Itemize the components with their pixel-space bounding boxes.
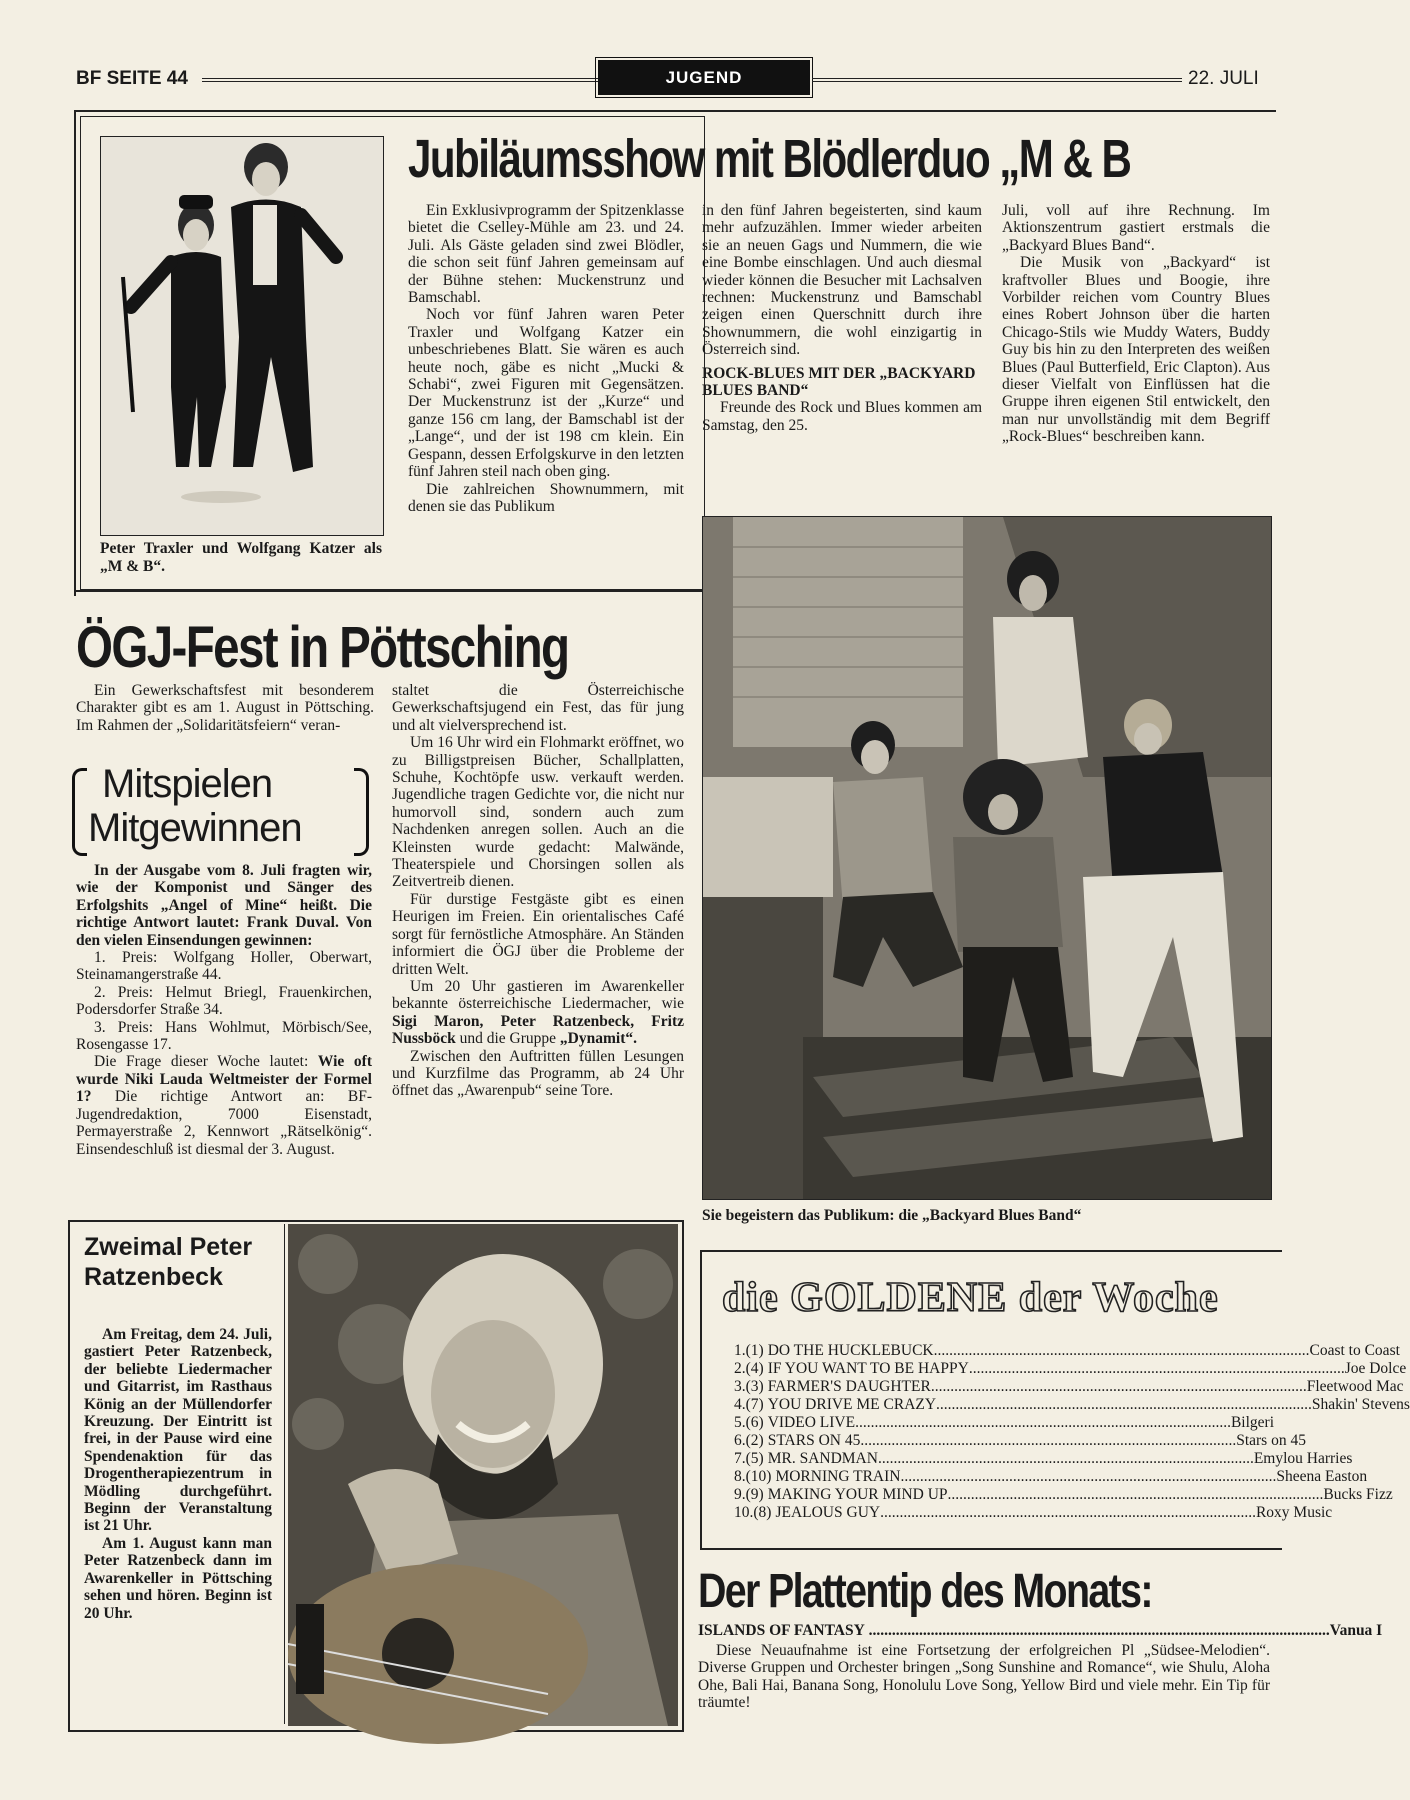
chart-previous-position: (5) (745, 1450, 764, 1467)
story2-paragraph: Um 16 Uhr wird ein Flohmarkt eröffnet, wo zu Billigstpreisen Bücher, Schallplatten, Schuhe, Kochtöpfe usw. verkauft werden. Jugendliche tragen Gedichte vor, die nicht nur humorvoll sind, sondern auch zum Nachdenken anregen sollen. Auch an die Kleinsten wurde gedacht: Malwände, Theaterspiele und Chorsingen sollen als Zeitvertreib dienen. (392, 734, 684, 891)
chart-title: IF YOU WANT TO BE HAPPY (767, 1360, 969, 1377)
chart-artist: Roxy Music (1255, 1504, 1333, 1521)
chart-entry (734, 1432, 1306, 1450)
story1-paragraph: Die Musik von „Backyard“ ist kraftvoller Blues und Boogie, ihre Vorbilder reichen vom Country Blues eines Robert Johnson über die harten Chicago-Stils wie Muddy Waters, Buddy Guy bis hin zu den Interpreten des weißen Blues (Paul Butterfield, Eric Clapton). Aus dieser Vielfalt von Einflüssen hat die Gruppe ihren eigenen Stil entwickelt, den man nur unvollständig mit dem Begriff „Rock-Blues“ beschreiben kann. (1002, 254, 1270, 446)
question-bold: Wie oft wurde Niki Lauda Weltmeister der Formel 1? (76, 1053, 372, 1106)
story3-paragraph: Am 1. August kann man Peter Ratzenbeck dann im Awarenkeller in Pöttsching sehen und hören. Beginn ist 20 Uhr. (84, 1534, 272, 1622)
chart-artist: Joe Dolce (1344, 1360, 1407, 1377)
chart-entry (734, 1360, 1407, 1378)
chart-position: 4. (734, 1396, 746, 1413)
story2-paragraph: Ein Gewerkschaftsfest mit besonderem Charakter gibt es am 1. August in Pöttsching. Im Rahmen der „Solidaritätsfeiern“ veran- (76, 682, 374, 734)
chart-previous-position: (8) (753, 1504, 772, 1521)
plattentip-album: ISLANDS OF FANTASY (698, 1622, 865, 1639)
leader-dots: ................................................................................................. (900, 1468, 1277, 1485)
question-post: Die richtige Antwort an: BF-Jugendredaktion, 7000 Eisenstadt, Permayerstraße 2, Kennwort „Rätselkönig“. Einsendeschluß ist diesmal der 3. August. (76, 1088, 372, 1158)
page-number: BF SEITE 44 (76, 68, 188, 89)
chart-title: MR. SANDMAN (767, 1450, 878, 1467)
chart-position: 5. (734, 1414, 746, 1431)
leader-dots: ................................................................................................. (947, 1486, 1324, 1503)
chart-artist: Bucks Fizz (1323, 1486, 1393, 1503)
headline-plattentip: Der Plattentip des Monats: (698, 1565, 1152, 1618)
chart-entry (734, 1504, 1333, 1522)
charts-list (734, 1342, 1410, 1522)
story1-paragraph: Juli, voll auf ihre Rechnung. Im Aktionszentrum gastiert erstmals die „Backyard Blues Band“. (1002, 202, 1270, 254)
logo-line-1: Mitspielen (102, 762, 273, 806)
chart-previous-position: (3) (745, 1378, 764, 1395)
leader-dots: ................................................................................................. (860, 1432, 1237, 1449)
logo-line-2: Mitgewinnen (88, 806, 302, 850)
plattentip-body (698, 1642, 1270, 1712)
chart-previous-position: (9) (745, 1486, 764, 1503)
headline-jubilaeumsshow: Jubiläumsshow mit Blödlerduo „M & B (408, 129, 1131, 189)
chart-position: 8. (734, 1468, 746, 1485)
story1-paragraph: Noch vor fünf Jahren waren Peter Traxler und Wolfgang Katzer ein unbeschriebenes Blatt. Sie wären es auch heute noch, gäbe es nicht „Mucki & Schabi“, zwei Figuren mit Gegensätzen. Der Muckenstrunz ist der „Kurze“ und ganze 156 cm lang, der Bamschabl ist der „Lange“, und der ist 198 cm klein. Ein Gespann, dessen Erfolgskurve in den letzten fünf Jahren steil nach oben ging. (408, 306, 684, 481)
contest-lead: In der Ausgabe vom 8. Juli fragten wir, wie der Komponist und Sänger des Erfolgshits „Angel of Mine“ heißt. Die richtige Antwort lautet: Frank Duval. Von den vielen Einsendungen gewinnen: (76, 862, 372, 949)
contest-prize: 2. Preis: Helmut Briegl, Frauenkirchen, Podersdorfer Straße 34. (76, 983, 372, 1019)
chart-artist: Sheena Easton (1276, 1468, 1368, 1485)
chart-artist: Coast to Coast (1309, 1342, 1400, 1359)
story1-column-3 (1002, 202, 1270, 446)
chart-entry (734, 1450, 1353, 1468)
story2-paragraph: staltet die Österreichische Gewerkschaftsjugend ein Fest, das für jung und alt vielversprechend ist. (392, 682, 684, 734)
subhead-rock-blues: ROCK-BLUES MIT DER „BACKYARD BLUES BAND“ (702, 364, 976, 400)
chart-previous-position: (4) (745, 1360, 764, 1377)
chart-position: 10. (734, 1504, 754, 1521)
story1-paragraph: Die zahlreichen Shownummern, mit denen sie das Publikum (408, 480, 684, 515)
leader-dots: ................................................................................................. (936, 1396, 1312, 1413)
caption-m-und-b: Peter Traxler und Wolfgang Katzer als „M & B“. (100, 540, 382, 575)
leader-dots: ....................................................................................................................... (864, 1622, 1330, 1639)
chart-title: YOU DRIVE ME CRAZY (767, 1396, 937, 1413)
chart-title: DO THE HUCKLEBUCK (767, 1342, 934, 1359)
chart-title: MAKING YOUR MIND UP (767, 1486, 948, 1503)
chart-title: JEALOUS GUY (775, 1504, 881, 1521)
section-label (598, 60, 810, 95)
leader-dots: ................................................................................................. (968, 1360, 1345, 1377)
story1-bottom-rule (74, 590, 704, 592)
logo-bracket-left (72, 768, 87, 856)
chart-title: MORNING TRAIN (775, 1468, 901, 1485)
header-rule-right (812, 78, 1182, 82)
plattentip-paragraph: Diese Neuaufnahme ist eine Fortsetzung der erfolgreichen Pl „Südsee-Melodien“. Diverse Gruppen und Orchester bringen „Song Sunshine and Romance“, wie Shulu, Aloha Ohe, Bali Hai, Banana Song, Honolulu Love Song, Yellow Bird und viele mehr. Ein Tip für träumte! (698, 1642, 1270, 1712)
story3-paragraph: Am Freitag, dem 24. Juli, gastiert Peter Ratzenbeck, der beliebte Liedermacher und Gitarrist, im Rasthaus König an der Müllendorfer Kreuzung. Der Eintritt ist frei, in der Pause wird eine Spendenaktion für das Drogentherapiezentrum in Mödling durchgeführt. Beginn der Veranstaltung ist 21 Uhr. (84, 1326, 272, 1535)
text: Um 20 Uhr gastieren im Awarenkeller bekannte österreichische Liedermacher, wie (392, 977, 684, 1013)
leader-dots: ................................................................................................. (880, 1504, 1256, 1521)
chart-previous-position: (1) (745, 1342, 764, 1359)
chart-position: 9. (734, 1486, 746, 1503)
chart-previous-position: (6) (745, 1414, 764, 1431)
headline-oegj-fest: ÖGJ-Fest in Pöttsching (76, 615, 569, 680)
story2-intro (76, 682, 374, 734)
contest-prize: 3. Preis: Hans Wohlmut, Mörbisch/See, Rosengasse 17. (76, 1018, 372, 1054)
chart-position: 6. (734, 1432, 746, 1449)
bold-band: „Dynamit“. (559, 1030, 637, 1048)
page-date: 22. JULI (1188, 68, 1259, 89)
chart-entry (734, 1342, 1400, 1360)
chart-previous-position: (7) (745, 1396, 764, 1413)
story3-column (84, 1326, 272, 1622)
chart-entry (734, 1414, 1275, 1432)
leader-dots: ................................................................................................. (855, 1414, 1231, 1431)
bold-names: Sigi Maron, Peter Ratzenbeck, Fritz Nussböck (392, 1012, 684, 1048)
charts-title-text: die GOLDENE der Woche (722, 1275, 1219, 1321)
chart-position: 3. (734, 1378, 746, 1395)
story1-column-1 (408, 202, 684, 515)
chart-title: VIDEO LIVE (767, 1414, 856, 1431)
headline-ratzenbeck: Zweimal Peter Ratzenbeck (84, 1233, 253, 1291)
chart-entry (734, 1396, 1410, 1414)
chart-title: STARS ON 45 (767, 1432, 861, 1449)
leader-dots: ................................................................................................. (933, 1342, 1310, 1359)
chart-artist: Emylou Harries (1253, 1450, 1353, 1467)
chart-title: FARMER'S DAUGHTER (767, 1378, 931, 1395)
chart-position: 2. (734, 1360, 746, 1377)
chart-artist: Shakin' Stevens (1311, 1396, 1410, 1413)
contest-prize: 1. Preis: Wolfgang Holler, Oberwart, Steinamangerstraße 44. (76, 949, 372, 984)
logo-bracket-right (354, 768, 369, 856)
story2-paragraph (392, 978, 684, 1048)
chart-entry (734, 1486, 1393, 1504)
chart-entry (734, 1378, 1404, 1396)
leader-dots: ................................................................................................. (877, 1450, 1254, 1467)
header-rule-left (202, 78, 598, 82)
section-label-text: JUGEND (665, 68, 743, 87)
story2-column-2 (392, 682, 684, 1100)
story1-paragraph: Ein Exklusivprogramm der Spitzenklasse bietet die Cselley-Mühle am 23. und 24. Juli. Als Gäste geladen sind zwei Blödler, die schon seit fünf Jahren gemeinsam auf der Bühne stehen: Muckenstrunz und Bamschabl. (408, 202, 684, 307)
caption-backyard-blues-band: Sie begeistern das Publikum: die „Backyard Blues Band“ (702, 1207, 1082, 1224)
chart-position: 1. (734, 1342, 746, 1359)
story1-column-2 (702, 202, 982, 434)
plattentip-label: Vanua I (1329, 1622, 1383, 1639)
story2-paragraph: Für durstige Festgäste gibt es einen Heurigen im Freien. Ein orientalisches Café sorgt für fernöstliche Atmosphäre. An Ständen informiert die ÖGJ über die Probleme der dritten Welt. (392, 890, 684, 978)
story2-paragraph: Zwischen den Auftritten füllen Lesungen und Kurzfilme das Programm, ab 24 Uhr öffnet das „Awarenpub“ seine Tore. (392, 1047, 684, 1100)
chart-position: 7. (734, 1450, 746, 1467)
photo-m-und-b (100, 136, 384, 536)
photo-backyard-blues-band (702, 516, 1272, 1200)
story1-paragraph: in den fünf Jahren begeisterten, sind kaum mehr aufzuzählen. Immer wieder arbeiten sie an neuen Gags und Nummern, die wie eine Bombe einschlagen. Und auch diesmal wieder können die Besucher mit Lachsalven rechnen: Muckenstrunz und Bamschabl zeigen einen Querschnitt durch ihre Shownummern, die wohl einzigartig in Österreich sind. (702, 202, 982, 359)
plattentip-album-row (698, 1622, 1383, 1640)
story1-paragraph: Freunde des Rock und Blues kommen am Samstag, den 25. (702, 399, 982, 434)
contest-question (76, 1053, 372, 1157)
charts-title (722, 1274, 1282, 1322)
chart-artist: Stars on 45 (1236, 1432, 1306, 1449)
chart-entry (734, 1468, 1368, 1486)
chart-previous-position: (10) (745, 1468, 772, 1485)
leader-dots: ................................................................................................. (930, 1378, 1307, 1395)
chart-artist: Bilgeri (1230, 1414, 1275, 1431)
contest-logo (72, 762, 372, 858)
chart-previous-position: (2) (745, 1432, 764, 1449)
contest-column (76, 862, 372, 1158)
photo-peter-ratzenbeck (288, 1224, 678, 1726)
text: und die Gruppe (455, 1030, 560, 1048)
chart-artist: Fleetwood Mac (1306, 1378, 1404, 1395)
question-pre: Die Frage dieser Woche lautet: (94, 1053, 318, 1071)
